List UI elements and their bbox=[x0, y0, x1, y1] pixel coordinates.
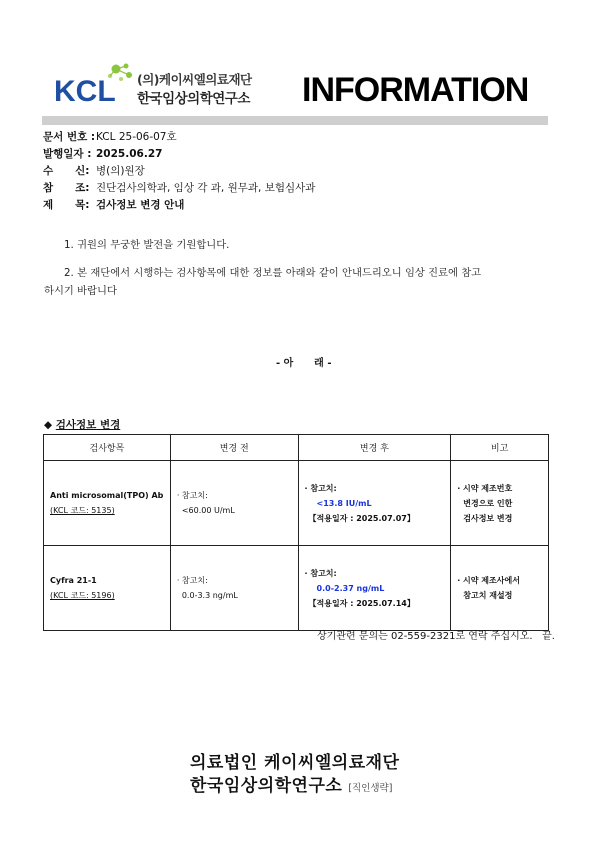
table-header-row bbox=[44, 435, 549, 461]
header-divider bbox=[42, 116, 548, 125]
section-title bbox=[44, 417, 120, 432]
before-value: <60.00 U/mL bbox=[181, 506, 235, 515]
kcl-logo bbox=[54, 62, 136, 104]
meta-subject bbox=[43, 197, 184, 212]
notice-heading: - 아 래 - bbox=[276, 358, 332, 369]
logo-text: KCL bbox=[54, 75, 116, 104]
cell-note bbox=[451, 461, 549, 546]
meta-key: 수 신: bbox=[43, 165, 90, 177]
meta-value: 병(의)원장 bbox=[96, 165, 145, 177]
meta-issue-date bbox=[43, 146, 162, 161]
org-name-small: (의)케이씨엘의료재단 bbox=[137, 72, 252, 87]
meta-key: 참 조: bbox=[43, 182, 90, 194]
after-label: · 참고치: bbox=[304, 483, 337, 493]
signature-org-name: 한국임상의학연구소 bbox=[190, 776, 343, 796]
after-label: · 참고치: bbox=[304, 568, 337, 578]
diamond-bullet-icon: ◆ bbox=[44, 419, 53, 431]
note-line: · 시약 제조사에서 bbox=[457, 576, 520, 585]
paragraph-1: 1. 귀원의 무궁한 발전을 기원합니다. bbox=[64, 239, 230, 251]
cell-before bbox=[170, 546, 298, 631]
cell-note bbox=[451, 546, 549, 631]
signature-org-line-2 bbox=[190, 771, 392, 796]
before-value: 0.0-3.3 ng/mL bbox=[181, 591, 238, 600]
header-before: 변경 전 bbox=[170, 435, 298, 461]
test-info-table bbox=[43, 434, 549, 631]
section-title-text: 검사정보 변경 bbox=[55, 419, 121, 431]
test-name: Cyfra 21-1 bbox=[50, 576, 97, 585]
table-row bbox=[44, 461, 549, 546]
contact-line: 상기관련 문의는 02-559-2321로 연락 주십시오. 끝. bbox=[317, 631, 555, 642]
meta-key: 문서 번호 : bbox=[43, 131, 96, 143]
meta-value: KCL 25-06-07호 bbox=[96, 131, 177, 143]
test-name: Anti microsomal(TPO) Ab bbox=[50, 491, 164, 500]
meta-doc-number bbox=[43, 129, 177, 144]
meta-value: 검사정보 변경 안내 bbox=[96, 199, 185, 211]
before-label: · 참고치: bbox=[176, 576, 208, 585]
after-date: 【적용일자 : 2025.07.14】 bbox=[308, 598, 415, 608]
cell-test-item bbox=[44, 461, 171, 546]
signature-org-line-1: 의료법인 케이씨엘의료재단 bbox=[190, 753, 400, 773]
meta-reference bbox=[43, 180, 315, 195]
paragraph-2-line-2: 하시기 바랍니다 bbox=[44, 285, 117, 297]
header-note: 비고 bbox=[451, 435, 549, 461]
table-row bbox=[44, 546, 549, 631]
after-value: <13.8 IU/mL bbox=[316, 498, 372, 508]
seal-omitted-note: [직인생략] bbox=[348, 783, 393, 794]
after-date: 【적용일자 : 2025.07.07】 bbox=[308, 513, 415, 523]
cell-after bbox=[298, 546, 451, 631]
cell-before bbox=[170, 461, 298, 546]
note-line: · 시약 제조번호 bbox=[457, 483, 513, 493]
cell-test-item bbox=[44, 546, 171, 631]
test-code: (KCL 코드: 5196) bbox=[50, 591, 115, 600]
cell-after bbox=[298, 461, 451, 546]
document-title: INFORMATION bbox=[302, 71, 529, 109]
note-line: 변경으로 인한 bbox=[463, 498, 513, 508]
note-line: 검사정보 변경 bbox=[463, 513, 513, 523]
meta-key: 제 목: bbox=[43, 199, 90, 211]
header-after: 변경 후 bbox=[298, 435, 451, 461]
paragraph-2-line-1: 2. 본 재단에서 시행하는 검사항목에 대한 정보를 아래와 같이 안내드리오니 임상 진료에 참고 bbox=[64, 267, 482, 279]
after-value: 0.0-2.37 ng/mL bbox=[316, 583, 385, 593]
meta-recipient bbox=[43, 163, 145, 178]
before-label: · 참고치: bbox=[176, 491, 208, 500]
note-line: 참고치 재설정 bbox=[463, 591, 513, 600]
meta-key: 발행일자 : bbox=[43, 148, 92, 160]
header-test-item: 검사항목 bbox=[44, 435, 171, 461]
meta-value: 진단검사의학과, 임상 각 과, 원무과, 보험심사과 bbox=[96, 182, 316, 194]
test-code: (KCL 코드: 5135) bbox=[50, 506, 115, 515]
org-name-main: 한국임상의학연구소 bbox=[137, 91, 250, 107]
meta-value: 2025.06.27 bbox=[96, 148, 163, 160]
